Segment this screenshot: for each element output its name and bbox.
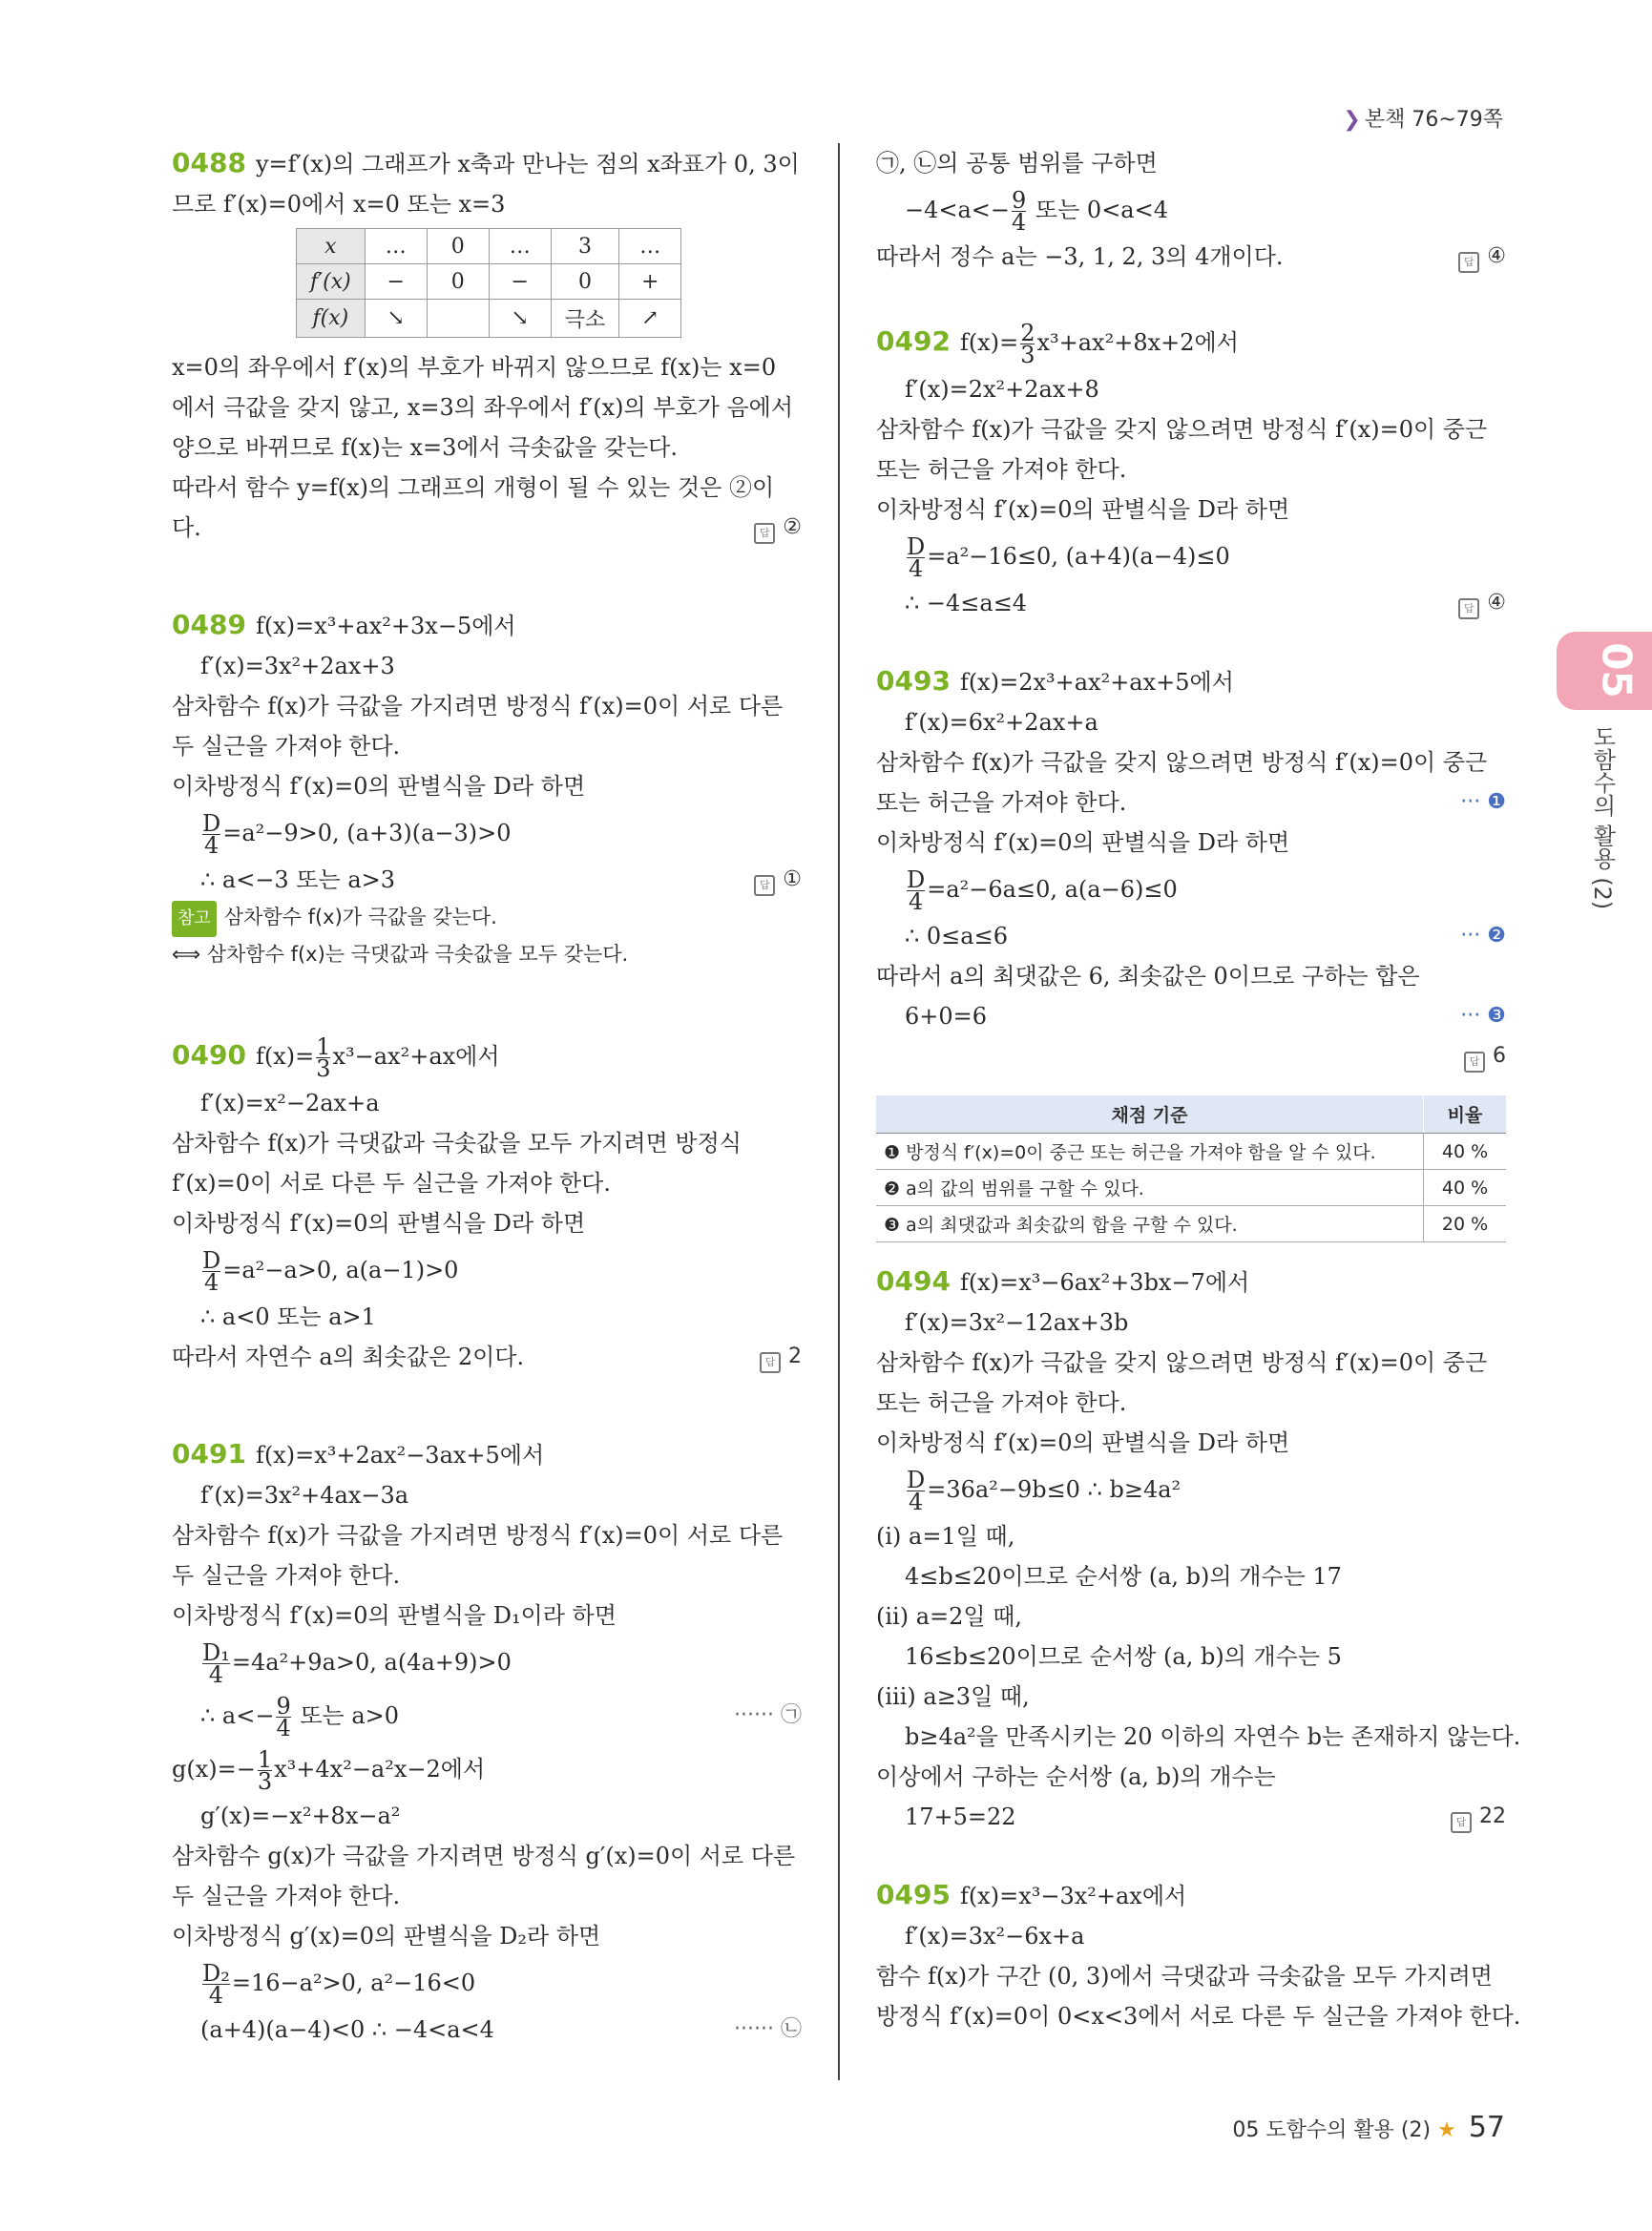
problem-0494: 0494 f(x)=x³−6ax²+3bx−7에서 f′(x)=3x²−12ax+3b 삼차함수 f(x)가 극값을 갖지 않으려면 방정식 f′(x)=0이 중근 또는 허근을 가져야 한다. 이차방정식 f′(x)=0의 판별식을 D라 하면 $\frac{D}{4}$ =36a²−9b≤0 ∴ b≥4a² (ⅰ) a=1일 때, 4≤b≤20이므로 순서쌍 (a, b)의 개수는 17 (ⅱ) a=2일 때, 16≤b≤20이므로 순서쌍 (a, b)의 개수는 5 (ⅲ) a≥3일 때, b≥4a²을 만족시키는 20 이하의 자연수 b는 존재하지 않는다. 이상에서 구하는 순서쌍 (a, b)의 개수는 17+5=22 답 22 (876, 1261, 1506, 1837)
answer-icon: 답 (1451, 1812, 1472, 1833)
problem-0491-continued: ㉠, ㉡의 공통 범위를 구하면 −4<a<− $\frac{9}{4}$ 또는 0<a<4 따라서 정수 a는 −3, 1, 2, 3의 4개이다. 답 ④ (876, 143, 1506, 277)
answer: 답 2 (760, 1337, 802, 1377)
fraction: $\frac{D}{4}$ (202, 810, 221, 859)
answer: 답 ① (754, 860, 802, 900)
chevron-right-icon: ❯ (1343, 108, 1361, 132)
table-cell: 3 (551, 229, 619, 264)
table-row: ❸ a의 최댓값과 최솟값의 합을 구할 수 있다. 20 % (876, 1206, 1506, 1242)
fraction: $\frac{\text{D₁}}{4}$ (202, 1639, 230, 1688)
problem-0495: 0495 f(x)=x³−3x²+ax에서 f′(x)=3x²−6x+a 함수 f(x)가 구간 (0, 3)에서 극댓값과 극솟값을 모두 가지려면 방정식 f′(x)=0이 0<x<3에서 서로 다른 두 실근을 가져야 한다. (876, 1879, 1521, 2030)
chapter-tab: 05 (1557, 632, 1652, 710)
table-row (297, 264, 681, 300)
table-cell: ↘ (489, 300, 551, 338)
fraction: $\frac{1}{3}$ (257, 1746, 273, 1795)
equation-marker: ······ ㉠ (734, 1703, 802, 1727)
fraction: $\frac{\text{D₂}}{4}$ (202, 1960, 230, 2009)
table-cell: f(x) (297, 300, 366, 338)
fraction: $\frac{D}{4}$ (907, 866, 926, 915)
table-cell: x (297, 229, 366, 264)
table-cell: ↗ (619, 300, 681, 338)
problem-0488: 0488 y=f′(x)의 그래프가 x축과 만나는 점의 x좌표가 0, 3이 므로 f′(x)=0에서 x=0 또는 x=3 x … 0 … 3 … f′(x) − 0 − 0 + f(x) ↘ ↘ 극소 ↗ x=0의 좌우에서 f′(x)의 부호가 바뀌지 않으므로 f(x)는 x=0 에서 극값을 갖지 않고, x=3의 좌우에서 f′(x)의 부호가 음에서 양으로 바뀌므로 f(x)는 x=3에서 극솟값을 갖는다. 따라서 함수 y=f(x)의 그래프의 개형이 될 수 있는 것은 ②이 다. 답 ② (172, 143, 802, 548)
table-cell: − (489, 264, 551, 300)
problem-0492: 0492 f(x)= $\frac{2}{3}$ x³+ax²+8x+2에서 f′(x)=2x²+2ax+8 삼차함수 f(x)가 극값을 갖지 않으려면 방정식 f′(x)=0이 중근 또는 허근을 가져야 한다. 이차방정식 f′(x)=0의 판별식을 D라 하면 $\frac{D}{4}$ =a²−16≤0, (a+4)(a−4)≤0 ∴ −4≤a≤4 답 ④ (876, 315, 1506, 623)
answer-icon: 답 (754, 875, 775, 896)
answer-icon: 답 (1464, 1052, 1485, 1073)
fraction: $\frac{D}{4}$ (202, 1247, 221, 1296)
problem-number: 0494 (876, 1265, 951, 1297)
problem-number: 0488 (172, 147, 246, 178)
table-cell: ↘ (365, 300, 427, 338)
problem-number: 0489 (172, 609, 246, 640)
table-row (297, 229, 681, 264)
problem-number: 0491 (172, 1438, 246, 1470)
chapter-title: 도함수의 활용 (2) (1589, 725, 1616, 910)
reference-link: ❯ 본책 76~79쪽 (1343, 108, 1503, 132)
column-divider (838, 143, 840, 2080)
page-footer: 05 도함수의 활용 (2) ★ 57 (1232, 2111, 1505, 2144)
scoring-table: 채점 기준 비율 ❶ 방정식 f′(x)=0이 중근 또는 허근을 가져야 함을 알 수 있다. 40 % ❷ a의 값의 범위를 구할 수 있다. 40 % ❸ a의 최댓값과 최솟값의 합을 구할 수 있다. 20 % (876, 1095, 1506, 1242)
answer: 답 ④ (1458, 583, 1506, 623)
right-column (876, 143, 1521, 2036)
answer-icon: 답 (754, 523, 775, 544)
problem-0489: 0489 f(x)=x³+ax²+3x−5에서 f′(x)=3x²+2ax+3 삼차함수 f(x)가 극값을 가지려면 방정식 f′(x)=0이 서로 다른 두 실근을 가져야 한다. 이차방정식 f′(x)=0의 판별식을 D라 하면 $\frac{D}{4}$ =a²−9>0, (a+3)(a−3)>0 ∴ a<−3 또는 a>3 답 ① 참고 삼차함수 f(x)가 극값을 갖는다. ⟺ 삼차함수 f(x)는 극댓값과 극솟값을 모두 갖는다. (172, 609, 802, 966)
table-cell: 0 (551, 264, 619, 300)
fraction: $\frac{9}{4}$ (276, 1693, 291, 1741)
fraction: $\frac{2}{3}$ (1020, 320, 1035, 368)
table-cell (427, 300, 489, 338)
table-cell: 0 (427, 229, 489, 264)
table-cell: … (365, 229, 427, 264)
table-row: ❶ 방정식 f′(x)=0이 중근 또는 허근을 가져야 함을 알 수 있다. 40 % (876, 1134, 1506, 1170)
star-icon: ★ (1437, 2118, 1456, 2142)
step-marker: ··· ❶ (1460, 790, 1506, 814)
answer-icon: 답 (760, 1352, 781, 1373)
problem-number: 0492 (876, 325, 951, 357)
answer: 답 ④ (1458, 237, 1506, 277)
fraction: $\frac{1}{3}$ (316, 1033, 331, 1082)
sign-table (296, 228, 681, 338)
answer: 답 ② (754, 508, 802, 548)
table-cell: + (619, 264, 681, 300)
answer-icon: 답 (1458, 252, 1479, 273)
step-marker: ··· ❸ (1460, 1004, 1506, 1028)
answer: 답 6 (1464, 1036, 1506, 1076)
problem-number: 0493 (876, 665, 951, 697)
fraction: $\frac{D}{4}$ (907, 533, 926, 582)
table-cell: 0 (427, 264, 489, 300)
answer-icon: 답 (1458, 598, 1479, 619)
problem-number: 0495 (876, 1879, 951, 1910)
table-cell: − (365, 264, 427, 300)
problem-0493: 0493 f(x)=2x³+ax²+ax+5에서 f′(x)=6x²+2ax+a 삼차함수 f(x)가 극값을 갖지 않으려면 방정식 f′(x)=0이 중근 또는 허근을 가져야 한다. ··· ❶ 이차방정식 f′(x)=0의 판별식을 D라 하면 $\frac{D}{4}$ =a²−6a≤0, a(a−6)≤0 ∴ 0≤a≤6 ··· ❷ 따라서 a의 최댓값은 6, 최솟값은 0이므로 구하는 합은 6+0=6 ··· ❸ 답 6 채점 기준 비율 ❶ 방정식 f′(x)=0이 중근 또는 허근을 가져야 함을 알 수 있다. 40 % ❷ a의 값의 범위를 구할 수 있다. 40 % ❸ a의 최댓값과 최솟값의 합을 구할 수 있다. 20 % (876, 661, 1506, 1242)
problem-0490: 0490 f(x)= $\frac{1}{3}$ x³−ax²+ax에서 f′(x)=x²−2ax+a 삼차함수 f(x)가 극댓값과 극솟값을 모두 가지려면 방정식 f′(x)=0이 서로 다른 두 실근을 가져야 한다. 이차방정식 f′(x)=0의 판별식을 D라 하면 $\frac{D}{4}$ =a²−a>0, a(a−1)>0 ∴ a<0 또는 a>1 따라서 자연수 a의 최솟값은 2이다. 답 2 (172, 1029, 802, 1377)
fraction: $\frac{D}{4}$ (907, 1467, 926, 1515)
table-cell: … (619, 229, 681, 264)
equation-marker: ······ ㉡ (734, 2017, 802, 2041)
note: 참고 삼차함수 f(x)가 극값을 갖는다. (172, 900, 802, 937)
table-cell: 극소 (551, 300, 619, 338)
fraction: $\frac{9}{4}$ (1012, 187, 1027, 236)
problem-number: 0490 (172, 1039, 246, 1071)
table-cell: f′(x) (297, 264, 366, 300)
table-row: ❷ a의 값의 범위를 구할 수 있다. 40 % (876, 1170, 1506, 1206)
problem-0491: 0491 f(x)=x³+2ax²−3ax+5에서 f′(x)=3x²+4ax−3a 삼차함수 f(x)가 극값을 가지려면 방정식 f′(x)=0이 서로 다른 두 실근을 가져야 한다. 이차방정식 f′(x)=0의 판별식을 D₁이라 하면 $\frac{\text{D₁}}{4}$ =4a²+9a>0, a(4a+9)>0 ∴ a<− $\frac{9}{4}$ 또는 a>0 ······ ㉠ g(x)=− $\frac{1}{3}$ x³+4x²−a²x−2에서 g′(x)=−x²+8x−a² 삼차함수 g(x)가 극값을 가지려면 방정식 g′(x)=0이 서로 다른 두 실근을 가져야 한다. 이차방정식 g′(x)=0의 판별식을 D₂라 하면 $\frac{\text{D₂}}{4}$ =16−a²>0, a²−16<0 (a+4)(a−4)<0 ∴ −4<a<4 ······ ㉡ (172, 1434, 802, 2050)
page-number: 57 (1468, 2111, 1505, 2144)
table-cell: … (489, 229, 551, 264)
table-row (297, 300, 681, 338)
left-column (172, 143, 802, 2050)
answer: 답 22 (1451, 1797, 1506, 1837)
step-marker: ··· ❷ (1460, 924, 1506, 948)
